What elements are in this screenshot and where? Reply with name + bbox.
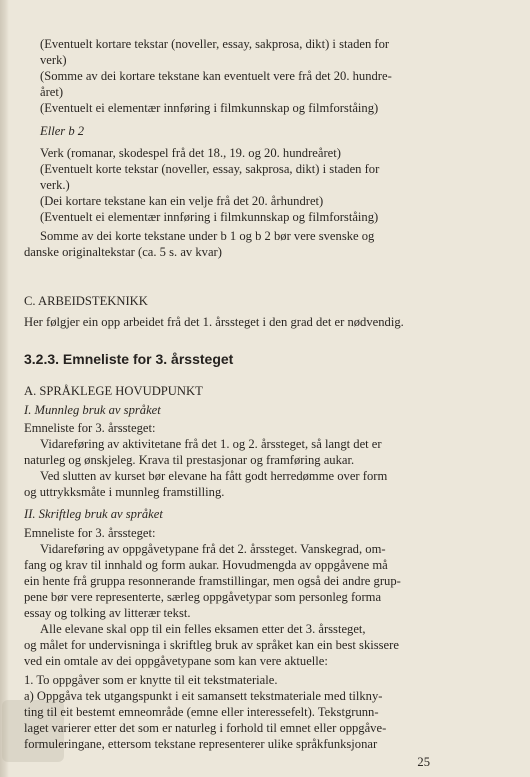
text-line: danske originaltekstar (ca. 5 s. av kvar): [24, 245, 222, 259]
text-line: (Somme av dei kortare tekstane kan eventuelt vere frå det 20. hundre-: [40, 69, 392, 83]
text-line: II. Skriftleg bruk av språket: [24, 507, 163, 521]
text-line: (Eventuelt ei elementær innføring i filmkunnskap og filmforståing): [40, 101, 379, 115]
text-line: og målet for undervisninga i skriftleg bruk av språket kan ein best skissere: [24, 638, 399, 652]
text-line: Somme av dei korte tekstane under b 1 og b 2 bør vere svenske og: [40, 229, 375, 243]
text-line: ved ein omtale av dei oppgåvetypane som kan vere aktuelle:: [24, 654, 328, 668]
text-line: (Eventuelt korte tekstar (noveller, essay, sakprosa, dikt) i staden for: [40, 162, 380, 176]
text-line: og uttrykksmåte i munnleg framstilling.: [24, 485, 225, 499]
text-line: Vidareføring av aktivitetane frå det 1. og 2. årssteget, så langt det er: [40, 437, 382, 451]
text-line: naturleg og ønskjeleg. Krava til prestasjonar og framføring aukar.: [24, 453, 355, 467]
text-line: Verk (romanar, skodespel frå det 18., 19. og 20. hundreåret): [40, 146, 341, 160]
text-line: Her følgjer ein opp arbeidet frå det 1. årssteget i den grad det er nødvendig.: [24, 315, 404, 329]
text-line: Ved slutten av kurset bør elevane ha fått godt herredømme over form: [40, 469, 388, 483]
text-line: a) Oppgåva tek utgangspunkt i eit samansett tekstmateriale med tilkny-: [24, 689, 383, 703]
text-line: Emneliste for 3. årssteget:: [24, 421, 156, 435]
text-line: formuleringane, ettersom tekstane representerer ulike språkfunksjonar: [24, 737, 378, 751]
page-number: 25: [417, 755, 430, 769]
text-line: året): [40, 85, 64, 99]
text-line: ein hente frå gruppa resonnerande framstillingar, men også dei andre grup-: [24, 574, 401, 588]
text-line: (Eventuelt kortare tekstar (noveller, essay, sakprosa, dikt) i staden for: [40, 37, 390, 51]
text-line: A. SPRÅKLEGE HOVUDPUNKT: [24, 384, 203, 398]
text-line: essay og tolking av litterær tekst.: [24, 606, 191, 620]
text-line: (Eventuelt ei elementær innføring i filmkunnskap og filmforståing): [40, 210, 379, 224]
text-line: laget varierer etter det som er naturleg i forhold til emnet eller oppgåve-: [24, 721, 387, 735]
text-line: (Dei kortare tekstane kan ein velje frå det 20. århundret): [40, 194, 324, 208]
text-line: Vidareføring av oppgåvetypane frå det 2. årssteget. Vanskegrad, om-: [40, 542, 386, 556]
text-line: Eller b 2: [40, 124, 85, 138]
text-line: Emneliste for 3. årssteget:: [24, 526, 156, 540]
text-line: Alle elevane skal opp til ein felles eksamen etter det 3. årssteget,: [40, 622, 366, 636]
text-line: ting til eit bestemt emneområde (emne eller interessefelt). Tekstgrunn-: [24, 705, 379, 719]
text-line: verk.): [40, 178, 70, 192]
text-line: verk): [40, 53, 67, 67]
page-spine-shadow: [0, 0, 9, 777]
text-line: fang og krav til innhald og form aukar. Hovudmengda av oppgåvene må: [24, 558, 388, 572]
text-line: I. Munnleg bruk av språket: [24, 403, 161, 417]
text-line: 1. To oppgåver som er knytte til eit tekstmateriale.: [24, 673, 278, 687]
text-line: pene bør vere representerte, særleg oppgåvetypar som personleg forma: [24, 590, 382, 604]
section-heading: 3.2.3. Emneliste for 3. årssteget: [24, 351, 234, 367]
text-line: C. ARBEIDSTEKNIKK: [24, 294, 148, 308]
